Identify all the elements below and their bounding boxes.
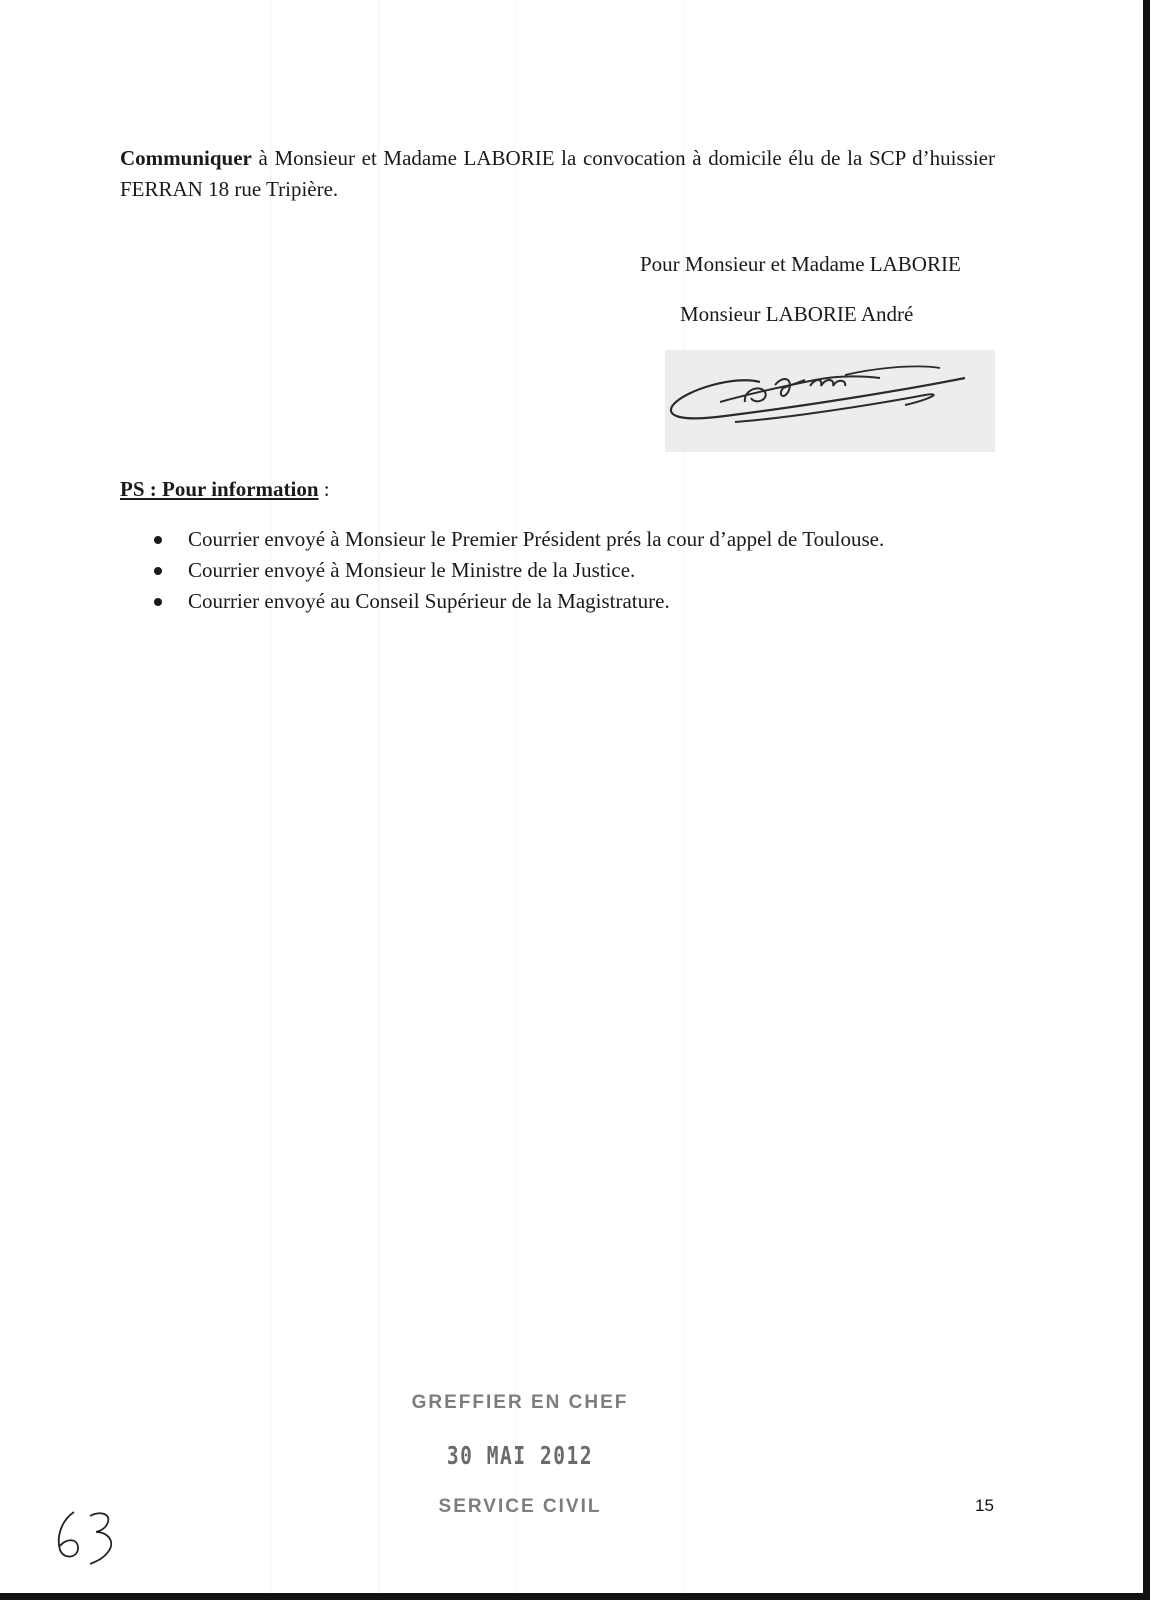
list-item-text: Courrier envoyé à Monsieur le Premier Président prés la cour d’appel de Toulouse.: [188, 527, 885, 551]
ps-heading: [120, 475, 330, 503]
signatory-name: Monsieur LABORIE André: [680, 302, 914, 326]
bullet-icon: [154, 598, 162, 606]
list-item: [150, 555, 884, 586]
bullet-icon: [154, 536, 162, 544]
body-paragraph: [120, 143, 995, 205]
scan-artifact-line: [270, 0, 271, 1593]
paragraph-lead: Communiquer: [120, 146, 252, 170]
scan-artifact-line: [683, 0, 684, 1593]
list-item-text: Courrier envoyé à Monsieur le Ministre de la Justice.: [188, 558, 636, 582]
list-item: [150, 524, 884, 555]
stamp-service: SERVICE CIVIL: [438, 1496, 602, 1517]
ps-label: PS : Pour information: [120, 477, 319, 501]
bullet-icon: [154, 567, 162, 575]
sign-for-line: Pour Monsieur et Madame LABORIE: [640, 252, 961, 276]
signature-drawing: [665, 350, 995, 452]
ps-list: [150, 524, 884, 617]
ps-suffix: :: [318, 477, 330, 501]
signature-image: [665, 350, 995, 452]
list-item: [150, 586, 884, 617]
handwritten-page-number: [52, 1506, 122, 1566]
stamp-date: 30 MAI 2012: [446, 1441, 594, 1470]
scan-artifact-line: [378, 0, 379, 1593]
list-item-text: Courrier envoyé au Conseil Supérieur de la Magistrature.: [188, 589, 670, 613]
scan-artifact-line: [515, 0, 516, 1593]
page-number: 15: [975, 1496, 994, 1515]
paragraph-text: à Monsieur et Madame LABORIE la convocation à domicile élu de la SCP d’huissier FERRAN 18 rue Tripière.: [120, 146, 995, 201]
stamp-greffier: GREFFIER EN CHEF: [411, 1392, 629, 1413]
